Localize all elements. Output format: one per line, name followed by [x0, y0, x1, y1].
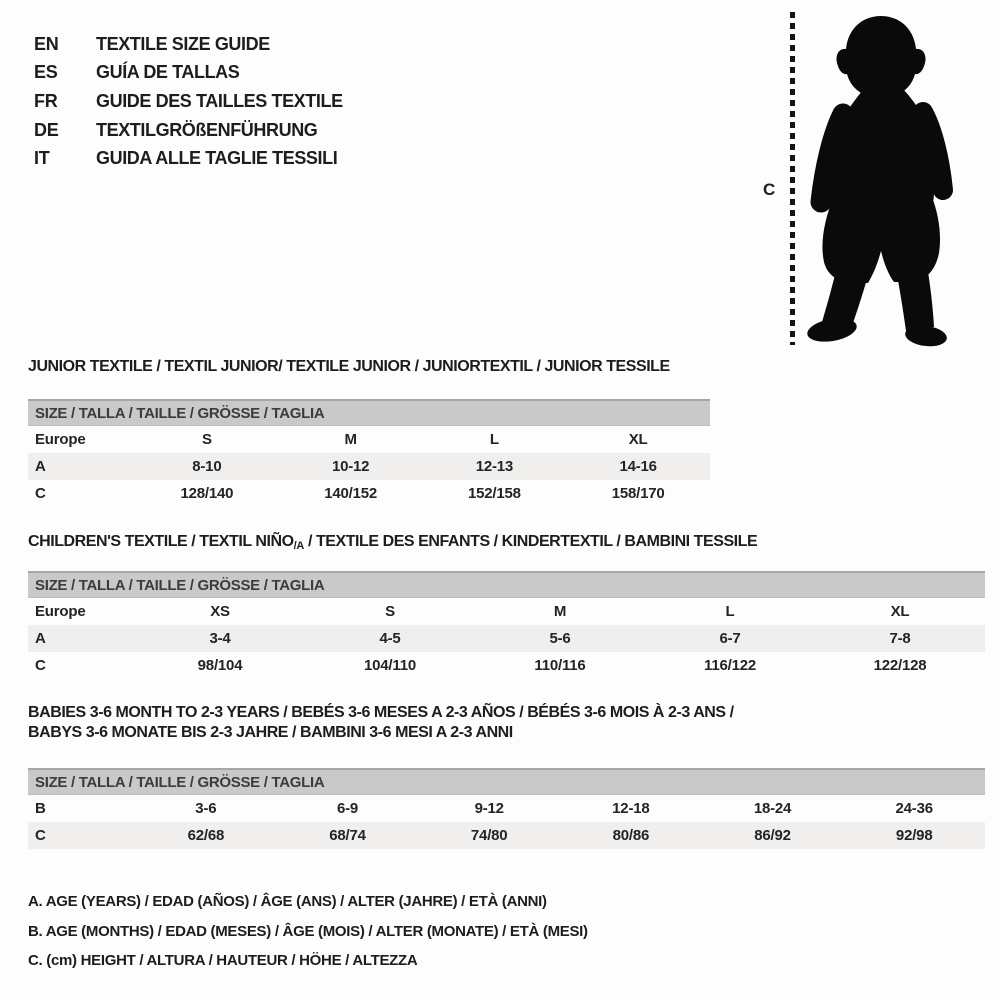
size-value-cell: XS — [210, 603, 230, 620]
row-label-cell: B — [35, 800, 46, 817]
size-value-cell: 140/152 — [324, 485, 378, 502]
table-row-age — [28, 453, 710, 480]
size-value-cell: 3-4 — [209, 630, 231, 647]
size-value-cell: 18-24 — [753, 800, 792, 817]
size-value-cell: 6-9 — [336, 800, 359, 817]
size-value-cell: 14-16 — [619, 458, 657, 475]
note-line-c: C. (cm) HEIGHT / ALTURA / HAUTEUR / HÖHE / ALTEZZA — [28, 952, 418, 969]
size-value-cell: 92/98 — [895, 827, 933, 844]
size-header-bar: SIZE / TALLA / TAILLE / GRÖSSE / TAGLIA — [28, 571, 985, 598]
row-label-cell: Europe — [35, 603, 86, 620]
size-value-cell: 12-18 — [612, 800, 650, 817]
babies-table-title — [28, 703, 734, 743]
size-value-cell: 4-5 — [379, 630, 401, 647]
babies-title-line2: BABYS 3-6 MONATE BIS 2-3 JAHRE / BAMBINI 3-6 MESI A 2-3 ANNI — [28, 724, 513, 741]
language-title: TEXTILGRÖßENFÜHRUNG — [96, 119, 318, 140]
row-label-cell: A — [35, 630, 46, 647]
size-value-cell: 24-36 — [895, 800, 933, 817]
size-value-cell: L — [489, 431, 499, 448]
size-value-cell: 158/170 — [611, 485, 665, 502]
size-value-cell: 12-13 — [475, 458, 514, 475]
legend-notes — [28, 887, 588, 976]
babies-title-line1: BABIES 3-6 MONTH TO 2-3 YEARS / BEBÉS 3-6 MESES A 2-3 AÑOS / BÉBÉS 3-6 MOIS À 2-3 ANS / — [28, 704, 734, 721]
language-code: ES — [34, 62, 58, 83]
language-code: EN — [34, 33, 59, 54]
table-row-height — [28, 480, 710, 507]
language-code: IT — [34, 148, 50, 169]
note-line-a: A. AGE (YEARS) / EDAD (AÑOS) / ÂGE (ANS) / ALTER (JAHRE) / ETÀ (ANNI) — [28, 893, 547, 910]
language-code: DE — [34, 119, 59, 140]
toddler-silhouette — [805, 12, 960, 350]
children-table-title — [28, 532, 757, 556]
table-row-age — [28, 625, 985, 652]
row-label-cell: C — [35, 827, 46, 844]
children-textile-table — [28, 571, 985, 679]
children-title-subscript: /A — [293, 540, 304, 552]
size-value-cell: 110/116 — [534, 657, 586, 674]
size-value-cell: 7-8 — [889, 630, 911, 647]
junior-textile-table — [28, 399, 710, 507]
row-label-cell: Europe — [35, 431, 86, 448]
table-row-height — [28, 822, 985, 849]
junior-table-title: JUNIOR TEXTILE / TEXTIL JUNIOR/ TEXTILE JUNIOR / JUNIORTEXTIL / JUNIOR TESSILE — [28, 358, 670, 375]
size-value-cell: XL — [890, 603, 910, 620]
language-row-en — [34, 30, 343, 59]
language-title: TEXTILE SIZE GUIDE — [96, 33, 270, 54]
size-value-cell: M — [553, 603, 567, 620]
children-title-pre: CHILDREN'S TEXTILE / TEXTIL NIÑO — [28, 533, 294, 550]
language-title: GUIDE DES TAILLES TEXTILE — [96, 90, 343, 111]
babies-textile-table — [28, 768, 985, 849]
height-dashed-line — [790, 12, 795, 345]
size-value-cell: XL — [628, 431, 648, 448]
language-row-de — [34, 116, 343, 145]
size-value-cell: 122/128 — [873, 657, 927, 674]
language-row-es — [34, 59, 343, 88]
table-row-europe — [28, 426, 710, 453]
size-value-cell: 10-12 — [331, 458, 370, 475]
size-value-cell: 104/110 — [364, 657, 416, 674]
size-value-cell: 116/122 — [704, 657, 756, 674]
language-title: GUIDA ALLE TAGLIE TESSILI — [96, 148, 338, 169]
size-value-cell: 74/80 — [470, 827, 508, 844]
note-line-b: B. AGE (MONTHS) / EDAD (MESES) / ÂGE (MOIS) / ALTER (MONATE) / ETÀ (MESI) — [28, 922, 588, 940]
size-value-cell: 98/104 — [197, 657, 243, 674]
size-value-cell: 9-12 — [474, 800, 504, 817]
children-title-post: / TEXTILE DES ENFANTS / KINDERTEXTIL / BAMBINI TESSILE — [303, 533, 758, 550]
size-value-cell: M — [344, 431, 357, 448]
size-value-cell: 8-10 — [192, 458, 222, 475]
size-value-cell: L — [725, 603, 735, 620]
language-row-fr — [34, 87, 343, 116]
table-row-height — [28, 652, 985, 679]
language-code: FR — [34, 90, 58, 111]
size-value-cell: S — [201, 431, 212, 448]
size-value-cell: 152/158 — [467, 485, 521, 502]
row-label-cell: C — [35, 485, 46, 502]
row-label-cell: C — [35, 657, 46, 674]
row-label-cell: A — [35, 458, 46, 475]
height-measure-label: C — [763, 180, 776, 199]
size-header-bar: SIZE / TALLA / TAILLE / GRÖSSE / TAGLIA — [28, 399, 710, 426]
table-row-europe — [28, 598, 985, 625]
language-title: GUÍA DE TALLAS — [96, 62, 240, 83]
language-title-block — [34, 30, 343, 173]
table-row-age-months — [28, 795, 985, 822]
size-value-cell: 3-6 — [195, 800, 217, 817]
size-value-cell: 68/74 — [329, 827, 366, 844]
language-row-it — [34, 144, 343, 173]
size-value-cell: 86/92 — [754, 827, 791, 844]
size-value-cell: 6-7 — [719, 630, 741, 647]
size-header-bar: SIZE / TALLA / TAILLE / GRÖSSE / TAGLIA — [28, 768, 985, 795]
size-value-cell: 5-6 — [549, 630, 571, 647]
size-value-cell: S — [385, 603, 395, 620]
size-value-cell: 80/86 — [612, 827, 650, 844]
size-value-cell: 128/140 — [180, 485, 234, 502]
size-value-cell: 62/68 — [187, 827, 225, 844]
